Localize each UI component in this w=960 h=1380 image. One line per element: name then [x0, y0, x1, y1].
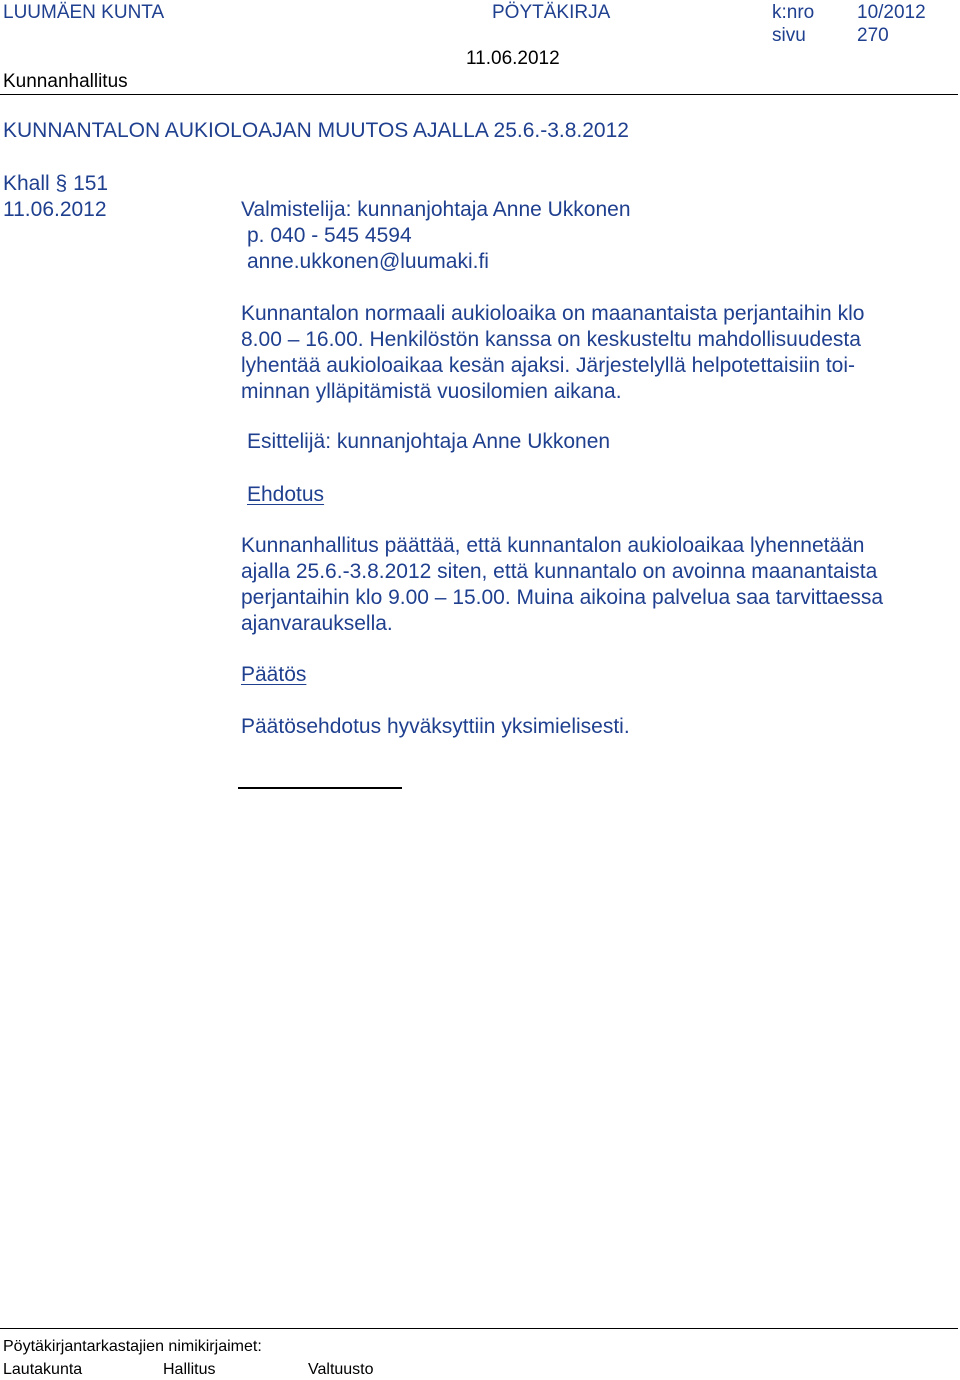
kno-value: 10/2012: [857, 2, 926, 23]
background-paragraph: [241, 301, 931, 405]
item-title: KUNNANTALON AUKIOLOAJAN MUUTOS AJALLA 25.6.-3.8.2012: [3, 119, 629, 142]
initials-label: Pöytäkirjantarkastajien nimikirjaimet:: [3, 1338, 262, 1355]
footer-hallitus: Hallitus: [163, 1361, 216, 1378]
ref-label: Khall: [3, 172, 50, 195]
end-of-item-rule: [238, 787, 402, 789]
footer-divider: [0, 1328, 958, 1329]
preparer-phone: p. 040 - 545 4594: [247, 224, 412, 247]
section-symbol: §: [55, 172, 68, 195]
header-divider: [0, 94, 958, 95]
page-label: sivu: [772, 25, 806, 46]
paragraph-line: minnan ylläpitämistä vuosilomien aikana.: [241, 380, 622, 403]
organization-name: LUUMÄEN KUNTA: [3, 2, 165, 23]
paragraph-line: perjantaihin klo 9.00 – 15.00. Muina aikoina palvelua saa tarvittaessa: [241, 586, 884, 609]
preparer-email: anne.ukkonen@luumaki.fi: [247, 250, 489, 273]
paragraph-line: Kunnanhallitus päättää, että kunnantalon aukioloaikaa lyhennetään: [241, 534, 865, 557]
paragraph-line: ajalla 25.6.-3.8.2012 siten, että kunnantalo on avoinna maanantaista: [241, 560, 878, 583]
paragraph-line: lyhentää aukioloaikaa kesän ajaksi. Järjestelyllä helpotettaisiin toi-: [241, 354, 856, 377]
body-name: Kunnanhallitus: [3, 71, 128, 92]
document-type: PÖYTÄKIRJA: [492, 2, 611, 23]
footer-lautakunta: Lautakunta: [3, 1361, 83, 1378]
proposal-heading: Ehdotus: [247, 483, 325, 506]
kno-label: k:nro: [772, 2, 815, 23]
paragraph-line: ajanvarauksella.: [241, 612, 393, 635]
paragraph-line: 8.00 – 16.00. Henkilöstön kanssa on keskusteltu mahdollisuudesta: [241, 328, 861, 351]
ref-number: 151: [73, 172, 109, 195]
item-reference: [3, 171, 108, 197]
meeting-date: 11.06.2012: [466, 48, 560, 69]
paragraph-line: Kunnantalon normaali aukioloaika on maanantaista perjantaihin klo: [241, 302, 865, 325]
decision-heading: Päätös: [241, 663, 307, 686]
proposal-paragraph: [241, 533, 931, 637]
preparer: Valmistelija: kunnanjohtaja Anne Ukkonen: [241, 198, 631, 221]
page-number: 270: [857, 25, 889, 46]
decision-text: Päätösehdotus hyväksyttiin yksimielisesti.: [241, 715, 630, 738]
ref-date: 11.06.2012: [3, 198, 107, 221]
presenter: Esittelijä: kunnanjohtaja Anne Ukkonen: [247, 430, 611, 453]
footer-valtuusto: Valtuusto: [308, 1361, 374, 1378]
